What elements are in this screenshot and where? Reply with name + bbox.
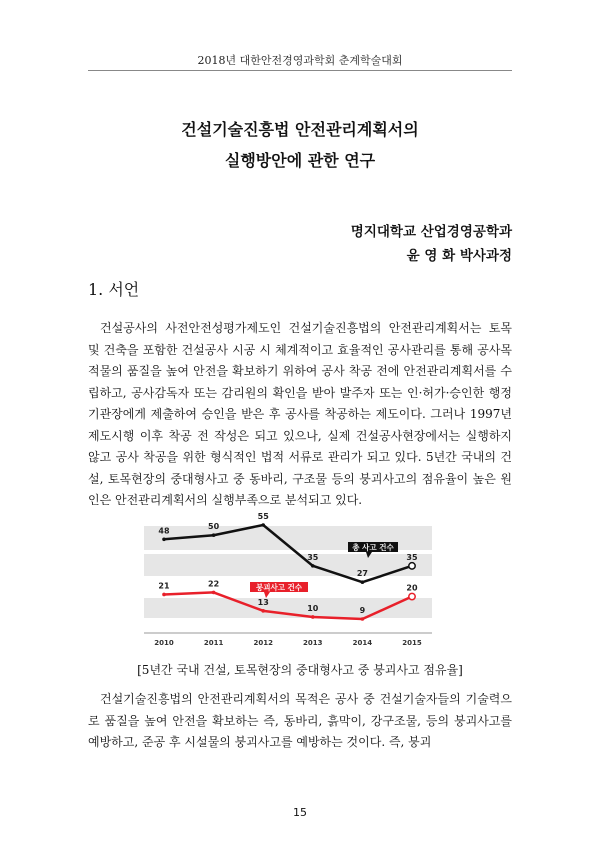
body-paragraph-1: 건설공사의 사전안전성평가제도인 건설기술진흥법의 안전관리계획서는 토목 및 건축을 포함한 건설공사 시공 시 체계적이고 효율적인 공사관리를 통해 공사목적물의 품질을 높여 안전을 확보하기 위하여 공사 착공 전에 안전관리계획서를 수립하고, 공사감독자 또는 감리원의 확인을 받아 발주자 또는 인·허가·승인한 행정기관장에게 제출하여 승인을 받은 후 공사를 착공하는 제도이다. 그러나 1997년 제도시행 이후 착공 전 작성은 되고 있으나, 실제 건설공사현장에서는 실행하지 않고 공사 착공을 위한 형식적인 법적 서류로 관리가 되고 있다. 5년간 국내의 건설, 토목현장의 중대형사고 중 동바리, 구조물 등의 붕괴사고의 점유율이 높은 원인은 안전관리계획서의 실행부족으로 분석되고 있다. <box>88 321 512 507</box>
data-label-s1-2011: 50 <box>208 522 220 532</box>
data-label-s2-2012: 13 <box>257 597 269 607</box>
page-number: 15 <box>293 806 307 819</box>
data-point-s1-2014 <box>361 580 365 584</box>
author-affiliation: 명지대학교 산업경영공학과 <box>350 224 512 240</box>
header-rule <box>88 70 512 71</box>
paper-title-line1: 건설기술진흥법 안전관리계획서의 <box>181 120 419 139</box>
author-name: 윤 영 화 박사과정 <box>406 248 512 264</box>
data-point-s2-2011 <box>212 591 216 595</box>
data-point-s2-2015 <box>409 593 415 599</box>
data-point-s1-2011 <box>212 533 216 537</box>
data-label-s2-2011: 22 <box>208 579 220 589</box>
figure-caption: [5년간 국내 건설, 토목현장의 중대형사고 중 붕괴사고 점유율] <box>137 663 463 677</box>
x-tick-2013: 2013 <box>303 639 323 647</box>
running-header: 2018년 대한안전경영과학회 춘계학술대회 <box>197 54 403 67</box>
data-label-s1-2010: 48 <box>158 526 170 536</box>
data-point-s2-2010 <box>162 593 166 597</box>
data-label-s2-2015: 20 <box>406 583 418 593</box>
legend-label-1: 총 사고 건수 <box>352 543 394 552</box>
data-point-s2-2012 <box>261 609 265 613</box>
data-point-s1-2015 <box>409 563 415 569</box>
data-label-s1-2015: 35 <box>406 552 418 562</box>
accident-chart <box>140 512 436 652</box>
data-point-s2-2013 <box>311 615 315 619</box>
data-label-s2-2013: 10 <box>307 603 319 613</box>
x-tick-2010: 2010 <box>154 639 174 647</box>
chart-svg <box>140 512 436 652</box>
data-label-s1-2012: 55 <box>257 512 269 521</box>
legend-label-2: 붕괴사고 건수 <box>255 583 303 592</box>
x-tick-2015: 2015 <box>402 639 422 647</box>
chart-x-ticks <box>154 639 422 647</box>
data-point-s1-2012 <box>261 523 265 527</box>
paper-title-line2: 실행방안에 관한 연구 <box>224 151 376 170</box>
body-paragraph-2: 건설기술진흥법의 안전관리계획서의 목적은 공사 중 건설기술자들의 기술력으로 품질을 높여 안전을 확보하는 즉, 동바리, 흙막이, 강구조물, 등의 붕괴사고를 예방하고, 준공 후 시설물의 붕괴사고를 예방하는 것이다. 즉, 붕괴 <box>88 692 512 749</box>
data-label-s1-2014: 27 <box>356 569 368 579</box>
data-point-s1-2013 <box>311 564 315 568</box>
data-point-s1-2010 <box>162 538 166 542</box>
x-tick-2012: 2012 <box>253 639 273 647</box>
data-label-s1-2013: 35 <box>307 552 319 562</box>
x-tick-2011: 2011 <box>203 639 224 647</box>
data-label-s2-2010: 21 <box>158 581 170 591</box>
section-heading: 1. 서언 <box>88 280 140 299</box>
data-label-s2-2014: 9 <box>359 606 366 615</box>
data-point-s2-2014 <box>361 617 365 621</box>
x-tick-2014: 2014 <box>352 639 373 647</box>
